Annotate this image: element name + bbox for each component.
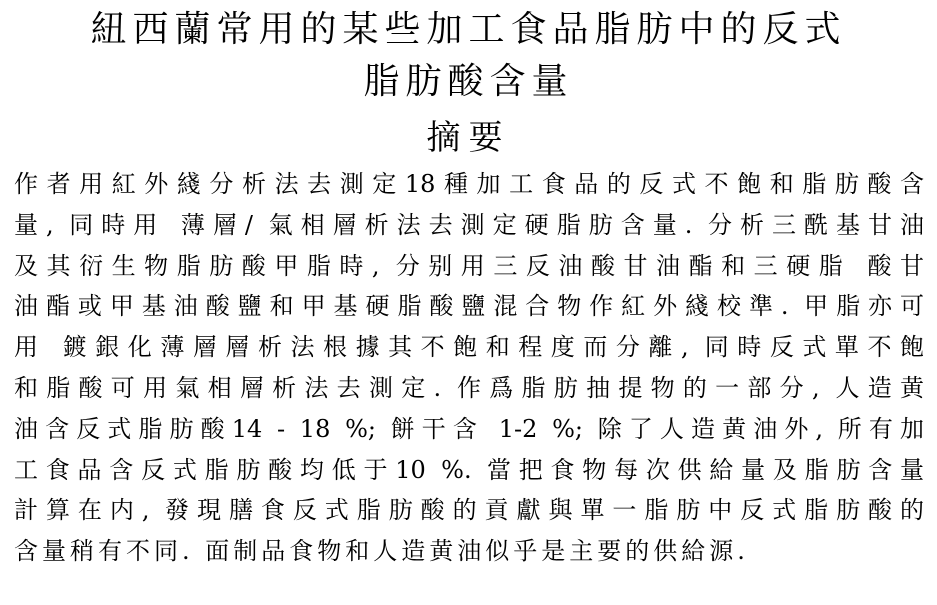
abstract-line: 及其衍生物脂肪酸甲脂時, 分别用三反油酸甘油酯和三硬脂 酸甘 [14, 251, 924, 280]
abstract-body [14, 164, 924, 572]
abstract-line: 含量稍有不同. 面制品食物和人造黄油似乎是主要的供給源. [14, 537, 749, 566]
abstract-line: 油酯或甲基油酸鹽和甲基硬脂酸鹽混合物作紅外綫校準. 甲脂亦可 [14, 292, 924, 321]
abstract-line: 作者用紅外綫分析法去測定18種加工食品的反式不飽和脂肪酸含 [14, 170, 924, 198]
abstract-line: 油含反式脂肪酸14 - 18 %; 餅干含 1-2 %; 除了人造黄油外, 所有加 [14, 414, 924, 443]
abstract-line: 工食品含反式脂肪酸均低于10 %. 當把食物每次供給量及脂肪含量 [14, 455, 924, 484]
abstract-line: 用 鍍銀化薄層層析法根據其不飽和程度而分離, 同時反式單不飽 [14, 333, 924, 362]
abstract-heading: 摘要 [426, 118, 511, 158]
abstract-line: 和脂酸可用氣相層析法去測定. 作爲脂肪抽提物的一部分, 人造黄 [14, 373, 924, 402]
abstract-line: 計算在内, 發現膳食反式脂肪酸的貢獻與單一脂肪中反式脂肪酸的 [14, 496, 924, 525]
document-title-line-2: 脂肪酸含量 [363, 61, 574, 102]
document-title-line-1: 紐西蘭常用的某些加工食品脂肪中的反式 [90, 9, 847, 50]
abstract-line: 量, 同時用 薄層/ 氣相層析法去測定硬脂肪含量. 分析三酰基甘油 [14, 210, 924, 239]
